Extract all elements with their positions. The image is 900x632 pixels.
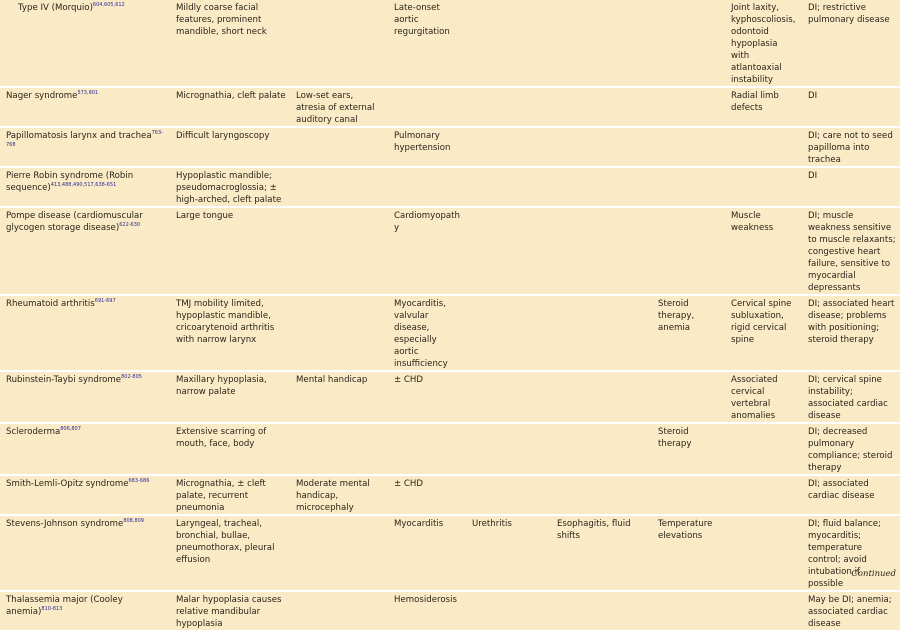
table-cell: Radial limb defects bbox=[725, 87, 802, 127]
condition-name bbox=[0, 87, 170, 127]
table-cell bbox=[551, 207, 652, 295]
table-cell bbox=[466, 423, 551, 475]
table-cell: Pulmonary hypertension bbox=[388, 127, 466, 167]
condition-label: Papillomatosis larynx and trachea bbox=[6, 131, 152, 141]
condition-name bbox=[0, 207, 170, 295]
table-cell: Late-onset aortic regurgitation bbox=[388, 0, 466, 87]
table-cell: ± CHD bbox=[388, 475, 466, 515]
condition-name bbox=[0, 167, 170, 207]
table-cell: Malar hypoplasia causes relative mandibular hypoplasia bbox=[170, 591, 290, 631]
table-cell: Myocarditis, valvular disease, especially aortic insufficiency bbox=[388, 295, 466, 371]
table-cell bbox=[466, 371, 551, 423]
table-cell: Mildly coarse facial features, prominent mandible, short neck bbox=[170, 0, 290, 87]
table-cell: DI; decreased pulmonary compliance; steroid therapy bbox=[802, 423, 900, 475]
table-cell: Moderate mental handicap, microcephaly bbox=[290, 475, 388, 515]
table-cell bbox=[652, 167, 725, 207]
table-cell: Temperature elevations bbox=[652, 515, 725, 591]
table-row bbox=[0, 591, 900, 631]
table-cell: TMJ mobility limited, hypoplastic mandible, cricoarytenoid arthritis with narrow larynx bbox=[170, 295, 290, 371]
reference-superscript: 691-697 bbox=[94, 298, 116, 304]
table-cell bbox=[290, 207, 388, 295]
table-cell bbox=[290, 591, 388, 631]
table-cell bbox=[388, 87, 466, 127]
table-cell bbox=[466, 591, 551, 631]
table-cell: Difficult laryngoscopy bbox=[170, 127, 290, 167]
table-cell bbox=[290, 167, 388, 207]
table-cell: Low-set ears, atresia of external auditory canal bbox=[290, 87, 388, 127]
table-cell bbox=[466, 127, 551, 167]
table-cell: Laryngeal, tracheal, bronchial, bullae, pneumothorax, pleural effusion bbox=[170, 515, 290, 591]
table-cell: DI; muscle weakness sensitive to muscle relaxants; congestive heart failure, sensitive to myocardial depressants bbox=[802, 207, 900, 295]
condition-label: Type IV (Morquio) bbox=[18, 3, 93, 13]
reference-superscript: 806,807 bbox=[60, 426, 81, 432]
condition-name bbox=[0, 127, 170, 167]
table-cell bbox=[652, 371, 725, 423]
reference-superscript: 763-768 bbox=[6, 130, 163, 148]
table-row bbox=[0, 371, 900, 423]
reference-superscript: 683-686 bbox=[128, 478, 150, 484]
table-cell bbox=[290, 295, 388, 371]
condition-label: Nager syndrome bbox=[6, 91, 78, 101]
table-cell bbox=[466, 0, 551, 87]
condition-label: Scleroderma bbox=[6, 427, 61, 437]
table-cell bbox=[725, 475, 802, 515]
table-cell bbox=[388, 167, 466, 207]
reference-superscript: 573,801 bbox=[77, 90, 99, 96]
condition-label: Rubinstein-Taybi syndrome bbox=[6, 375, 122, 385]
table-cell: DI; cervical spine instability; associated cardiac disease bbox=[802, 371, 900, 423]
table-row bbox=[0, 475, 900, 515]
table-cell bbox=[551, 591, 652, 631]
table-cell: Micrognathia, cleft palate bbox=[170, 87, 290, 127]
table-cell bbox=[551, 87, 652, 127]
table-row bbox=[0, 0, 900, 87]
table-cell: Steroid therapy, anemia bbox=[652, 295, 725, 371]
table-cell bbox=[725, 423, 802, 475]
condition-name bbox=[0, 591, 170, 631]
table-cell: Maxillary hypoplasia, narrow palate bbox=[170, 371, 290, 423]
table-row bbox=[0, 423, 900, 475]
reference-superscript: 810-813 bbox=[41, 606, 63, 612]
table-cell: DI; restrictive pulmonary disease bbox=[802, 0, 900, 87]
table-cell: Hypoplastic mandible; pseudomacroglossia; ± high-arched, cleft palate bbox=[170, 167, 290, 207]
table-row bbox=[0, 127, 900, 167]
continued-label: Continued bbox=[851, 569, 896, 579]
table-cell: Cervical spine subluxation, rigid cervical spine bbox=[725, 295, 802, 371]
table-cell bbox=[652, 475, 725, 515]
table-cell bbox=[466, 207, 551, 295]
reference-superscript: 802-805 bbox=[121, 374, 142, 380]
condition-label: Pompe disease (cardiomuscular glycogen storage disease) bbox=[6, 211, 143, 233]
table-cell: Joint laxity, kyphoscoliosis, odontoid hypoplasia with atlantoaxial instability bbox=[725, 0, 802, 87]
table-cell bbox=[551, 423, 652, 475]
table-cell bbox=[466, 295, 551, 371]
table-cell: DI bbox=[802, 87, 900, 127]
reference-superscript: 604,605,612 bbox=[92, 2, 125, 8]
table-cell bbox=[466, 87, 551, 127]
reference-superscript: 808,809 bbox=[123, 518, 144, 524]
reference-superscript: 413,488,490,517,638-651 bbox=[50, 182, 117, 188]
table-cell bbox=[551, 475, 652, 515]
table-cell: Micrognathia, ± cleft palate, recurrent pneumonia bbox=[170, 475, 290, 515]
condition-label: Stevens-Johnson syndrome bbox=[6, 519, 124, 529]
condition-name bbox=[0, 371, 170, 423]
table-cell: DI bbox=[802, 167, 900, 207]
condition-label: Pierre Robin syndrome (Robin sequence) bbox=[6, 171, 134, 193]
table-cell bbox=[725, 167, 802, 207]
table-cell bbox=[551, 167, 652, 207]
table-cell: Associated cervical vertebral anomalies bbox=[725, 371, 802, 423]
table-cell: Extensive scarring of mouth, face, body bbox=[170, 423, 290, 475]
table-cell: DI; care not to seed papilloma into trachea bbox=[802, 127, 900, 167]
table-cell: DI; associated cardiac disease bbox=[802, 475, 900, 515]
table-cell bbox=[290, 127, 388, 167]
table-cell bbox=[652, 87, 725, 127]
table-cell bbox=[725, 591, 802, 631]
reference-superscript: 622-630 bbox=[119, 222, 141, 228]
table-row bbox=[0, 295, 900, 371]
table-cell bbox=[466, 167, 551, 207]
table-cell: Large tongue bbox=[170, 207, 290, 295]
table-cell bbox=[290, 0, 388, 87]
table-cell: Esophagitis, fluid shifts bbox=[551, 515, 652, 591]
table-cell: Myocarditis bbox=[388, 515, 466, 591]
condition-label: Smith-Lemli-Opitz syndrome bbox=[6, 479, 129, 489]
table-cell: Muscle weakness bbox=[725, 207, 802, 295]
table-cell bbox=[551, 371, 652, 423]
table-cell bbox=[652, 0, 725, 87]
condition-label: Thalassemia major (Cooley anemia) bbox=[6, 595, 123, 617]
table-cell bbox=[551, 295, 652, 371]
table-cell: Hemosiderosis bbox=[388, 591, 466, 631]
condition-label: Rheumatoid arthritis bbox=[6, 299, 95, 309]
table-cell: Mental handicap bbox=[290, 371, 388, 423]
table-cell bbox=[652, 127, 725, 167]
table-cell: Steroid therapy bbox=[652, 423, 725, 475]
condition-name bbox=[0, 0, 170, 87]
condition-name bbox=[0, 475, 170, 515]
table-cell: May be DI; anemia; associated cardiac disease bbox=[802, 591, 900, 631]
table-row bbox=[0, 207, 900, 295]
table-cell: Urethritis bbox=[466, 515, 551, 591]
table-row bbox=[0, 87, 900, 127]
table-cell bbox=[551, 127, 652, 167]
table-cell bbox=[725, 127, 802, 167]
table-cell bbox=[466, 475, 551, 515]
condition-name bbox=[0, 295, 170, 371]
table-cell: DI; associated heart disease; problems with positioning; steroid therapy bbox=[802, 295, 900, 371]
table-row bbox=[0, 167, 900, 207]
table-cell: DI; fluid balance; myocarditis; temperature control; avoid intubation if possible bbox=[802, 515, 900, 591]
table-cell bbox=[652, 207, 725, 295]
table-cell bbox=[551, 0, 652, 87]
table-cell bbox=[388, 423, 466, 475]
table-cell: Cardiomyopathy bbox=[388, 207, 466, 295]
table-cell: ± CHD bbox=[388, 371, 466, 423]
condition-name bbox=[0, 423, 170, 475]
table-cell bbox=[290, 423, 388, 475]
table-cell bbox=[652, 591, 725, 631]
